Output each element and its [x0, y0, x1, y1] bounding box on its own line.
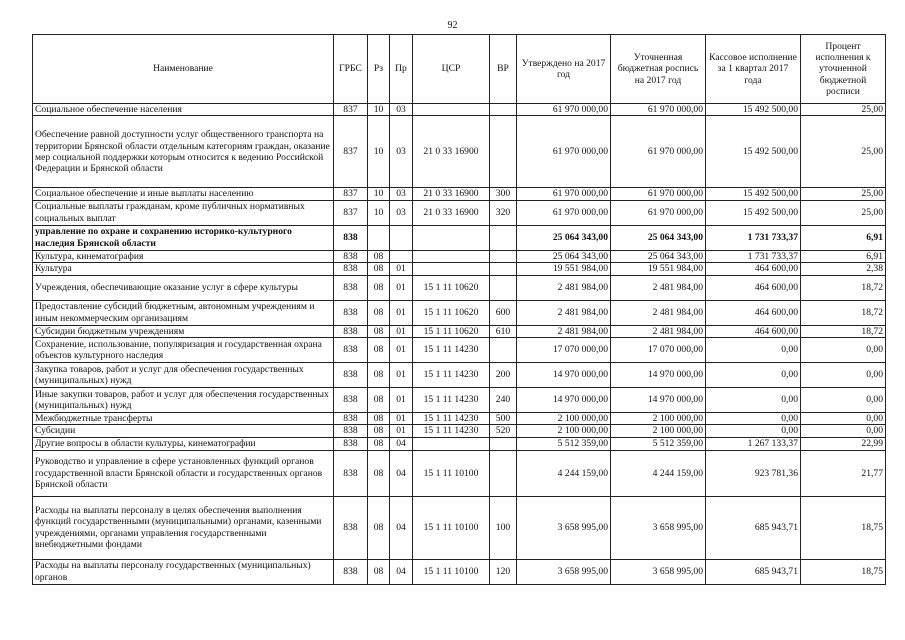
cell-vr — [490, 450, 517, 496]
cell-refined: 4 244 159,00 — [611, 450, 706, 496]
cell-grbs: 837 — [334, 116, 368, 188]
cell-vr — [490, 437, 517, 450]
cell-pr: 04 — [390, 559, 413, 584]
cell-percent: 6,91 — [801, 225, 886, 250]
cell-approved: 61 970 000,00 — [517, 116, 611, 188]
cell-csr: 15 1 11 14230 — [413, 338, 490, 363]
header-approved: Утверждено на 2017 год — [517, 35, 611, 104]
cell-pr: 04 — [390, 450, 413, 496]
cell-rz: 08 — [368, 425, 390, 437]
cell-name: Расходы на выплаты персоналу государственных (муниципальных) органов — [33, 559, 334, 584]
cell-approved: 14 970 000,00 — [517, 363, 611, 388]
cell-pr: 01 — [390, 425, 413, 437]
cell-approved: 3 658 995,00 — [517, 559, 611, 584]
cell-grbs: 837 — [334, 188, 368, 200]
cell-pr: 04 — [390, 496, 413, 559]
header-rz: Рз — [368, 35, 390, 104]
table-row — [33, 425, 886, 437]
cell-cash: 0,00 — [706, 388, 801, 413]
table-body — [33, 104, 886, 585]
cell-cash: 15 492 500,00 — [706, 104, 801, 116]
cell-percent: 21,77 — [801, 450, 886, 496]
cell-csr: 15 1 11 10620 — [413, 300, 490, 325]
cell-csr: 21 0 33 16900 — [413, 200, 490, 225]
cell-rz: 08 — [368, 263, 390, 275]
cell-vr — [490, 104, 517, 116]
table-row — [33, 250, 886, 262]
cell-cash: 1 731 733,37 — [706, 225, 801, 250]
cell-grbs: 838 — [334, 300, 368, 325]
table-row — [33, 116, 886, 188]
cell-refined: 25 064 343,00 — [611, 225, 706, 250]
cell-percent: 18,72 — [801, 275, 886, 300]
cell-percent: 22,99 — [801, 437, 886, 450]
cell-approved: 17 070 000,00 — [517, 338, 611, 363]
cell-rz: 08 — [368, 559, 390, 584]
header-percent: Процент исполнения к уточненной бюджетной росписи — [801, 35, 886, 104]
cell-pr: 01 — [390, 325, 413, 337]
cell-approved: 61 970 000,00 — [517, 188, 611, 200]
cell-rz: 10 — [368, 116, 390, 188]
cell-name: Иные закупки товаров, работ и услуг для обеспечения государственных (муниципальных) нужд — [33, 388, 334, 413]
cell-cash: 464 600,00 — [706, 325, 801, 337]
cell-approved: 25 064 343,00 — [517, 225, 611, 250]
cell-percent: 25,00 — [801, 200, 886, 225]
cell-approved: 14 970 000,00 — [517, 388, 611, 413]
cell-approved: 2 481 984,00 — [517, 325, 611, 337]
cell-rz: 08 — [368, 325, 390, 337]
cell-vr: 100 — [490, 496, 517, 559]
cell-cash: 0,00 — [706, 425, 801, 437]
cell-percent: 18,75 — [801, 496, 886, 559]
cell-refined: 61 970 000,00 — [611, 188, 706, 200]
cell-refined: 17 070 000,00 — [611, 338, 706, 363]
cell-cash: 685 943,71 — [706, 496, 801, 559]
cell-pr: 04 — [390, 437, 413, 450]
cell-percent: 0,00 — [801, 413, 886, 425]
cell-rz: 08 — [368, 388, 390, 413]
cell-pr: 01 — [390, 300, 413, 325]
cell-refined: 19 551 984,00 — [611, 263, 706, 275]
cell-vr: 320 — [490, 200, 517, 225]
cell-approved: 61 970 000,00 — [517, 200, 611, 225]
cell-name: Межбюджетные трансферты — [33, 413, 334, 425]
cell-rz: 10 — [368, 200, 390, 225]
cell-csr: 15 1 11 14230 — [413, 388, 490, 413]
cell-csr: 21 0 33 16900 — [413, 188, 490, 200]
budget-table — [32, 34, 886, 585]
cell-name: Субсидии — [33, 425, 334, 437]
cell-vr: 200 — [490, 363, 517, 388]
cell-cash: 15 492 500,00 — [706, 188, 801, 200]
cell-name: Обеспечение равной доступности услуг общественного транспорта на территории Брянской области отдельным категориям граждан, оказание мер социальной поддержки которым относится к ведению Российской Федерации и Брянской области — [33, 116, 334, 188]
cell-refined: 3 658 995,00 — [611, 496, 706, 559]
cell-refined: 61 970 000,00 — [611, 116, 706, 188]
cell-grbs: 837 — [334, 200, 368, 225]
cell-vr — [490, 263, 517, 275]
table-row — [33, 559, 886, 584]
cell-vr — [490, 225, 517, 250]
cell-pr — [390, 250, 413, 262]
cell-name: Социальное обеспечение и иные выплаты населению — [33, 188, 334, 200]
table-row — [33, 363, 886, 388]
cell-grbs: 838 — [334, 388, 368, 413]
cell-pr — [390, 225, 413, 250]
cell-vr: 300 — [490, 188, 517, 200]
cell-refined: 2 481 984,00 — [611, 275, 706, 300]
cell-csr — [413, 225, 490, 250]
header-pr: Пр — [390, 35, 413, 104]
page-number: 92 — [447, 20, 458, 31]
cell-grbs: 838 — [334, 425, 368, 437]
cell-refined: 14 970 000,00 — [611, 388, 706, 413]
cell-rz: 08 — [368, 363, 390, 388]
cell-rz: 08 — [368, 450, 390, 496]
cell-rz — [368, 225, 390, 250]
header-grbs: ГРБС — [334, 35, 368, 104]
cell-vr — [490, 338, 517, 363]
cell-csr: 21 0 33 16900 — [413, 116, 490, 188]
cell-csr: 15 1 11 10100 — [413, 559, 490, 584]
cell-csr — [413, 250, 490, 262]
cell-percent: 25,00 — [801, 188, 886, 200]
table-row — [33, 188, 886, 200]
cell-vr: 520 — [490, 425, 517, 437]
table-row — [33, 104, 886, 116]
cell-csr — [413, 263, 490, 275]
cell-cash: 923 781,36 — [706, 450, 801, 496]
header-csr: ЦСР — [413, 35, 490, 104]
cell-csr: 15 1 11 14230 — [413, 363, 490, 388]
header-name: Наименование — [33, 35, 334, 104]
cell-cash: 0,00 — [706, 413, 801, 425]
table-row — [33, 300, 886, 325]
cell-refined: 2 100 000,00 — [611, 413, 706, 425]
table-row — [33, 275, 886, 300]
cell-refined: 14 970 000,00 — [611, 363, 706, 388]
cell-name: Культура, кинематография — [33, 250, 334, 262]
cell-percent: 0,00 — [801, 425, 886, 437]
cell-pr: 01 — [390, 388, 413, 413]
cell-approved: 25 064 343,00 — [517, 250, 611, 262]
cell-name: Культура — [33, 263, 334, 275]
cell-vr: 500 — [490, 413, 517, 425]
cell-percent: 25,00 — [801, 104, 886, 116]
cell-csr: 15 1 11 10620 — [413, 325, 490, 337]
cell-percent: 0,00 — [801, 338, 886, 363]
cell-vr — [490, 275, 517, 300]
table-row — [33, 437, 886, 450]
cell-pr: 03 — [390, 188, 413, 200]
cell-percent: 18,75 — [801, 559, 886, 584]
cell-percent: 6,91 — [801, 250, 886, 262]
cell-percent: 0,00 — [801, 388, 886, 413]
cell-refined: 61 970 000,00 — [611, 200, 706, 225]
table-row — [33, 450, 886, 496]
cell-vr: 120 — [490, 559, 517, 584]
cell-approved: 2 100 000,00 — [517, 413, 611, 425]
cell-name: Социальные выплаты гражданам, кроме публичных нормативных социальных выплат — [33, 200, 334, 225]
cell-approved: 4 244 159,00 — [517, 450, 611, 496]
cell-approved: 5 512 359,00 — [517, 437, 611, 450]
cell-percent: 25,00 — [801, 116, 886, 188]
cell-csr: 15 1 11 10620 — [413, 275, 490, 300]
cell-rz: 08 — [368, 496, 390, 559]
cell-rz: 08 — [368, 275, 390, 300]
cell-vr: 610 — [490, 325, 517, 337]
header-refined: Уточненная бюджетная роспись на 2017 год — [611, 35, 706, 104]
cell-approved: 2 481 984,00 — [517, 275, 611, 300]
cell-vr — [490, 116, 517, 188]
cell-rz: 10 — [368, 104, 390, 116]
header-vr: ВР — [490, 35, 517, 104]
table-row — [33, 325, 886, 337]
cell-vr: 240 — [490, 388, 517, 413]
cell-percent: 0,00 — [801, 363, 886, 388]
cell-grbs: 838 — [334, 275, 368, 300]
cell-grbs: 838 — [334, 496, 368, 559]
cell-grbs: 838 — [334, 338, 368, 363]
cell-grbs: 838 — [334, 413, 368, 425]
cell-rz: 08 — [368, 300, 390, 325]
cell-cash: 15 492 500,00 — [706, 200, 801, 225]
cell-approved: 61 970 000,00 — [517, 104, 611, 116]
cell-csr: 15 1 11 10100 — [413, 496, 490, 559]
cell-name: Субсидии бюджетным учреждениям — [33, 325, 334, 337]
cell-pr: 01 — [390, 338, 413, 363]
cell-grbs: 838 — [334, 325, 368, 337]
cell-cash: 464 600,00 — [706, 300, 801, 325]
cell-pr: 01 — [390, 363, 413, 388]
cell-cash: 464 600,00 — [706, 275, 801, 300]
table-row — [33, 413, 886, 425]
cell-csr — [413, 437, 490, 450]
cell-vr: 600 — [490, 300, 517, 325]
cell-pr: 03 — [390, 104, 413, 116]
cell-cash: 15 492 500,00 — [706, 116, 801, 188]
cell-name: Расходы на выплаты персоналу в целях обеспечения выполнения функций государственными (муниципальными) органами, казенными учреждениями, органами управления государственными внебюджетными фондами — [33, 496, 334, 559]
cell-cash: 0,00 — [706, 363, 801, 388]
cell-name: Закупка товаров, работ и услуг для обеспечения государственных (муниципальных) нужд — [33, 363, 334, 388]
cell-refined: 61 970 000,00 — [611, 104, 706, 116]
cell-grbs: 838 — [334, 263, 368, 275]
table-row — [33, 388, 886, 413]
cell-grbs: 838 — [334, 363, 368, 388]
cell-name: Другие вопросы в области культуры, кинематографии — [33, 437, 334, 450]
cell-rz: 08 — [368, 338, 390, 363]
cell-cash: 685 943,71 — [706, 559, 801, 584]
cell-rz: 10 — [368, 188, 390, 200]
header-cash: Кассовое исполнение за 1 квартал 2017 года — [706, 35, 801, 104]
cell-cash: 1 267 133,37 — [706, 437, 801, 450]
cell-csr: 15 1 11 14230 — [413, 413, 490, 425]
cell-approved: 2 100 000,00 — [517, 425, 611, 437]
cell-cash: 0,00 — [706, 338, 801, 363]
table-row — [33, 338, 886, 363]
cell-cash: 1 731 733,37 — [706, 250, 801, 262]
cell-refined: 5 512 359,00 — [611, 437, 706, 450]
cell-rz: 08 — [368, 250, 390, 262]
cell-csr — [413, 104, 490, 116]
cell-name: Учреждения, обеспечивающие оказание услуг в сфере культуры — [33, 275, 334, 300]
cell-name: Предоставление субсидий бюджетным, автономным учреждениям и иным некоммерческим организациям — [33, 300, 334, 325]
cell-grbs: 838 — [334, 559, 368, 584]
table-row — [33, 225, 886, 250]
cell-grbs: 838 — [334, 250, 368, 262]
cell-cash: 464 600,00 — [706, 263, 801, 275]
cell-approved: 19 551 984,00 — [517, 263, 611, 275]
cell-refined: 2 481 984,00 — [611, 325, 706, 337]
cell-percent: 18,72 — [801, 300, 886, 325]
cell-csr: 15 1 11 14230 — [413, 425, 490, 437]
cell-grbs: 837 — [334, 104, 368, 116]
cell-name: Руководство и управление в сфере установленных функций органов государственной власти Брянской области и государственных органов Брянской области — [33, 450, 334, 496]
cell-pr: 01 — [390, 413, 413, 425]
cell-percent: 18,72 — [801, 325, 886, 337]
cell-refined: 2 100 000,00 — [611, 425, 706, 437]
cell-refined: 2 481 984,00 — [611, 300, 706, 325]
cell-csr: 15 1 11 10100 — [413, 450, 490, 496]
cell-grbs: 838 — [334, 450, 368, 496]
table-header — [33, 35, 886, 104]
cell-grbs: 838 — [334, 225, 368, 250]
cell-rz: 08 — [368, 413, 390, 425]
cell-pr: 03 — [390, 116, 413, 188]
cell-grbs: 838 — [334, 437, 368, 450]
cell-rz: 08 — [368, 437, 390, 450]
cell-approved: 3 658 995,00 — [517, 496, 611, 559]
cell-pr: 01 — [390, 275, 413, 300]
cell-percent: 2,38 — [801, 263, 886, 275]
cell-pr: 01 — [390, 263, 413, 275]
cell-refined: 3 658 995,00 — [611, 559, 706, 584]
table-row — [33, 200, 886, 225]
cell-refined: 25 064 343,00 — [611, 250, 706, 262]
table-row — [33, 263, 886, 275]
cell-name: управление по охране и сохранению историко-культурного наследия Брянской области — [33, 225, 334, 250]
cell-pr: 03 — [390, 200, 413, 225]
cell-name: Сохранение, использование, популяризация и государственная охрана объектов культурного наследия — [33, 338, 334, 363]
table-row — [33, 496, 886, 559]
cell-vr — [490, 250, 517, 262]
cell-approved: 2 481 984,00 — [517, 300, 611, 325]
cell-name: Социальное обеспечение населения — [33, 104, 334, 116]
